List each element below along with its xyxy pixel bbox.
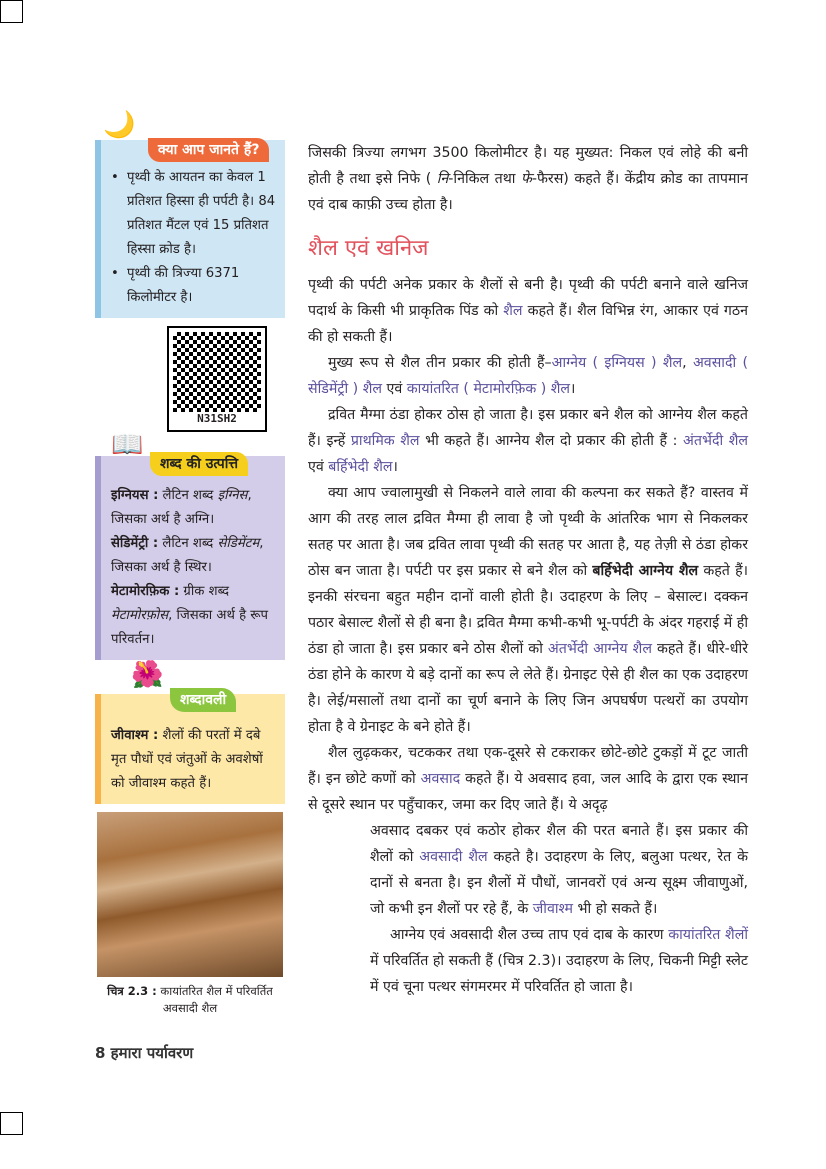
- key-term: अवसाद: [420, 771, 461, 787]
- text-segment: भी हो सकते हैं।: [573, 901, 658, 917]
- glossary-text: शैलों की परतों में दबे मृत पौधों एवं जंतुओं के अवशेषों को जीवाश्म कहते हैं।: [111, 728, 263, 791]
- paragraph: [308, 480, 748, 740]
- metamorphic-rock-photo: [97, 812, 283, 977]
- paragraph: [308, 350, 748, 402]
- fact-item: • पृथ्वी की त्रिज्या 6371 किलोमीटर है।: [111, 262, 279, 310]
- word-origin-entry: मेटामोरफ़िक : ग्रीक शब्द मेटामोरफ़ोस, जिसका अर्थ है रूप परिवर्तन।: [111, 584, 269, 647]
- key-term: अवसादी शैल: [419, 849, 488, 865]
- did-you-know-box: [95, 110, 285, 318]
- text-segment: -निकिल तथा: [448, 171, 521, 187]
- key-term: कायांतरित शैलों: [668, 927, 748, 943]
- key-term: प्राथमिक शैल: [350, 433, 420, 449]
- main-text: [308, 140, 748, 1000]
- text-segment: कहते हैं। शैल विभिन्न रंग, आकार एवं गठन की हो सकती हैं।: [308, 303, 748, 345]
- text-segment: ,: [682, 355, 693, 371]
- text-segment: क्या आप ज्वालामुखी से निकलने वाले लावा की कल्पना कर सकते हैं? वास्तव में आग की तरह लाल द्रवित मैग्मा ही लावा है जो पृथ्वी के आंतरिक भाग से निकलकर सतह पर आता है। जब द्रवित लावा पृथ्वी की सतह पर आता है, यह तेज़ी से ठंडा होकर ठोस बन जाता है। पर्पटी पर इस प्रकार से बने शैल को: [308, 485, 748, 579]
- text-segment: जिसकी त्रिज्या लगभग 3500 किलोमीटर है। यह मुख्यत: निकल एवं लोहे की बनी होती है तथा इसे निफे (: [308, 145, 748, 187]
- text-segment: में परिवर्तित हो सकती हैं (चित्र 2.3)। उदाहरण के लिए, चिकनी मिट्टी स्लेट में एवं चूना पत्थर संगमरमर में परिवर्तित हो जाता है।: [370, 953, 748, 995]
- figure-caption: चित्र 2.3 : कायांतरित शैल में परिवर्तित अवसादी शैल: [107, 984, 273, 1015]
- text-segment: शैल लुढ़ककर, चटककर तथा एक-दूसरे से टकराकर छोटे-छोटे टुकड़ों में टूट जाती हैं। इन छोटे कणों को: [308, 745, 748, 787]
- text-segment: कहते हैं। इनकी संरचना बहुत महीन दानों वाली होती है। उदाहरण के लिए – बेसाल्ट। दक्कन पठार बेसाल्ट शैलों से ही बना है। द्रवित मैग्मा कभी-कभी भू-पर्पटी के अंदर गहराई में ही ठंडा हो जाता है। इस प्रकार बने ठोस शैलों को: [308, 563, 748, 657]
- text-segment: भी कहते हैं। आग्नेय शैल दो प्रकार की होती हैं :: [419, 433, 684, 449]
- did-you-know-title: क्या आप जानते हैं?: [148, 138, 269, 162]
- text-segment: ।: [392, 459, 398, 475]
- text-segment: द्रवित मैग्मा ठंडा होकर ठोस हो जाता है। इस प्रकार बने शैल को आग्नेय शैल कहते हैं। इन्हें: [308, 407, 748, 449]
- moon-mascot-icon: 🌙: [103, 110, 136, 140]
- glossary-box: [95, 660, 285, 804]
- text-segment: कहते है। उदाहरण के लिए, बलुआ पत्थर, रेत के दानों से बनता है। इन शैलों में पौधों, जानवरों एवं अन्य सूक्ष्म जीवाणुओं, जो कभी इन शैलों पर रहे हैं, के: [370, 849, 749, 917]
- reading-mascot-icon: 📖: [111, 430, 144, 460]
- word-origin-title: शब्द की उत्पत्ति: [150, 452, 248, 476]
- crop-mark: [0, 0, 23, 23]
- main-text-bottom: [370, 818, 748, 1000]
- text-segment: पृथ्वी की पर्पटी अनेक प्रकार के शैलों से बनी है। पृथ्वी की पर्पटी बनाने वाले खनिज पदार्थ के किसी भी प्राकृतिक पिंड को: [308, 277, 748, 319]
- qr-code-icon: [173, 332, 261, 412]
- paragraph: [308, 272, 748, 350]
- text-segment: मुख्य रूप से शैल तीन प्रकार की होती हैं–: [328, 355, 552, 371]
- text-segment: आग्नेय एवं अवसादी शैल उच्च ताप एवं दाब के कारण: [390, 927, 669, 943]
- section-heading: शैल एवं खनिज: [308, 236, 429, 261]
- paragraph: [308, 740, 748, 818]
- text-segment: एवं: [308, 459, 329, 475]
- paragraph: [370, 922, 748, 1000]
- paragraph: [370, 818, 748, 922]
- glossary-term: जीवाश्म :: [111, 728, 159, 743]
- book-title: हमारा पर्यावरण: [110, 1044, 194, 1062]
- text-segment: एवं: [382, 381, 407, 397]
- page-number: 8: [95, 1044, 106, 1062]
- key-term: अंतर्भेदी शैल: [683, 433, 749, 449]
- key-term: आग्नेय ( इग्नियस ) शैल: [551, 355, 683, 371]
- crop-mark: [0, 1112, 23, 1135]
- key-term: बर्हिभेदी आग्नेय शैल: [592, 563, 699, 579]
- qr-code-label: N31SH2: [197, 412, 237, 425]
- word-origin-entry: सेडिमेंट्री : लैटिन शब्द सेडिमेंटम, जिसका अर्थ है स्थिर।: [111, 536, 264, 575]
- key-term: अंतर्भेदी आग्नेय शैल: [547, 641, 652, 657]
- fact-item: • पृथ्वी के आयतन का केवल 1 प्रतिशत हिस्सा ही पर्पटी है। 84 प्रतिशत मैंटल एवं 15 प्रतिशत हिस्सा क्रोड है।: [111, 166, 279, 262]
- page-footer: [95, 1043, 285, 1063]
- text-segment: कहते हैं। ये अवसाद हवा, जल आदि के द्वारा एक स्थान से दूसरे स्थान पर पहुँचाकर, जमा कर दिए जाते हैं। ये अदृढ़: [308, 771, 748, 813]
- flower-mascot-icon: 🌺: [131, 660, 164, 690]
- text-segment: फे: [520, 171, 532, 187]
- sidebar-column: [95, 110, 285, 1063]
- key-term: शैल: [503, 303, 523, 319]
- glossary-title: शब्दावली: [170, 688, 236, 712]
- text-segment: कहते हैं। धीरे-धीरे ठंडा होने के कारण ये बड़े दानों का रूप ले लेते हैं। ग्रेनाइट ऐसे ही शैल का एक उदाहरण है। लेई/मसालों तथा दानों का चूर्ण बनाने के लिए जिन अपघर्षण पत्थरों का उपयोग होता है वे ग्रेनाइट के बने होते हैं।: [308, 641, 749, 735]
- text-segment: अवसाद दबकर एवं कठोर होकर शैल की परत बनाते हैं। इस प्रकार की शैलों को: [370, 823, 748, 865]
- key-term: जीवाश्म: [532, 901, 574, 917]
- key-term: अवसादी ( सेडिमेंट्री ) शैल: [308, 355, 749, 397]
- text-segment: ।: [570, 381, 576, 397]
- key-term: बर्हिभेदी शैल: [328, 459, 393, 475]
- text-segment: नि: [436, 171, 449, 187]
- key-term: कायांतरित ( मेटामोरफ़िक ) शैल: [406, 381, 571, 397]
- word-origin-entry: इग्नियस : लैटिन शब्द इग्निस, जिसका अर्थ है अग्नि।: [111, 488, 252, 527]
- qr-code[interactable]: [167, 326, 267, 432]
- text-segment: -फैरस) कहते हैं। केंद्रीय क्रोड का तापमान एवं दाब काफ़ी उच्च होता है।: [308, 171, 748, 213]
- paragraph: [308, 140, 748, 218]
- word-origin-box: [95, 430, 285, 660]
- paragraph: [308, 402, 748, 480]
